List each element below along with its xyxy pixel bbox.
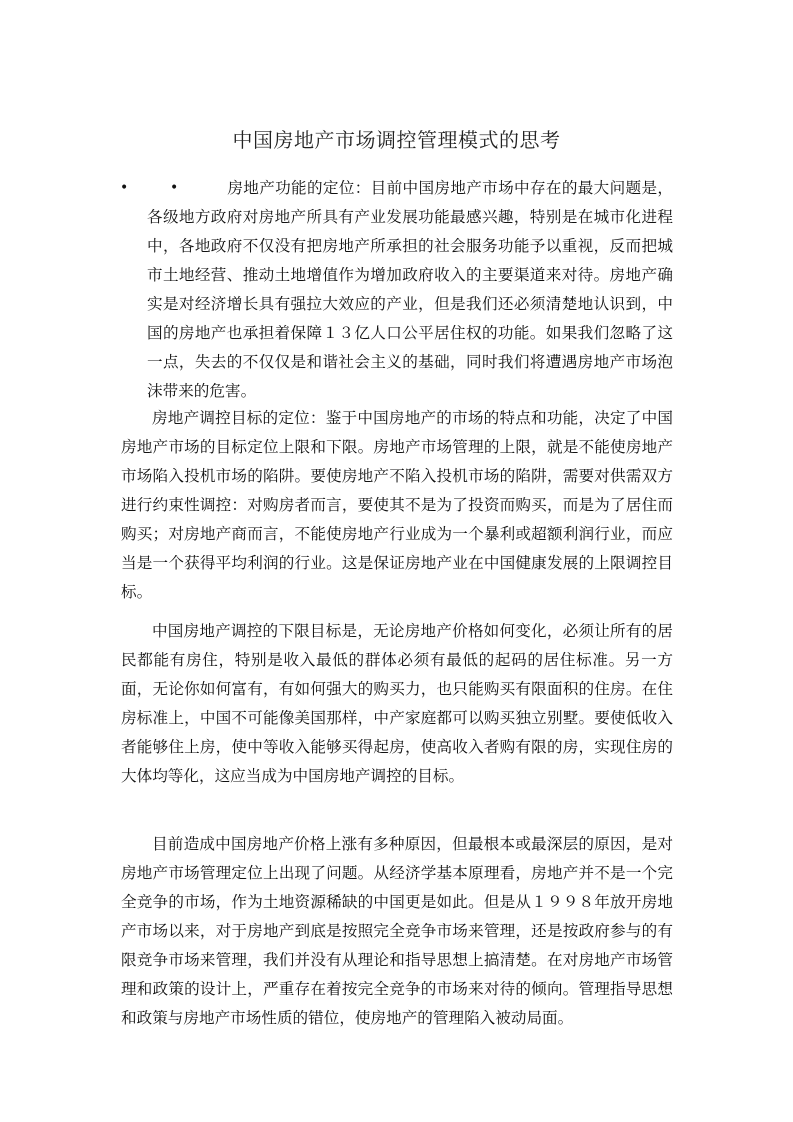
document-title: 中国房地产市场调控管理模式的思考 [232,128,561,152]
bullet-paragraph-text: 房地产功能的定位：目前中国房地产市场中存在的最大问题是，各级地方政府对房地产所具有产业发展功能最感兴趣，特别是在城市化进程中，各地政府不仅没有把房地产所承担的社会服务功能予以重视，反而把城市土地经营、推动土地增值作为增加政府收入的主要渠道来对待。房地产确实是对经济增长具有强拉大效应的产业，但是我们还必须清楚地认识到，中国的房地产也承担着保障１３亿人口公平居住权的功能。如果我们忽略了这一点，失去的不仅仅是和谐社会主义的基础，同时我们将遭遇房地产市场泡沫带来的危害。 [147,179,673,400]
bullet-marker-outer: • [120,180,129,196]
bullet-paragraph [147,174,673,406]
bullet-marker-inner: • [170,180,179,196]
paragraph-regulation-target: 房地产调控目标的定位：鉴于中国房地产的市场的特点和功能，决定了中国房地产市场的目标定位上限和下限。房地产市场管理的上限，就是不能使房地产市场陷入投机市场的陷阱。要使房地产不陷入投机市场的陷阱，需要对供需双方进行约束性调控：对购房者而言，要使其不是为了投资而购买，而是为了居住而购买；对房地产商而言，不能使房地产行业成为一个暴利或超额利润行业，而应当是一个获得平均利润的行业。这是保证房地产业在中国健康发展的上限调控目标。 [121,409,673,601]
paragraph-price-rise-causes: 目前造成中国房地产价格上涨有多种原因，但最根本或最深层的原因，是对房地产市场管理定位上出现了问题。从经济学基本原理看，房地产并不是一个完全竞争的市场，作为土地资源稀缺的中国更是如此。但是从１９９８年放开房地产市场以来，对于房地产到底是按照完全竞争市场来管理，还是按政府参与的有限竞争市场来管理，我们并没有从理论和指导思想上搞清楚。在对房地产市场管理和政策的设计上，严重存在着按完全竞争的市场来对待的倾向。管理指导思想和政策与房地产市场性质的错位，使房地产的管理陷入被动局面。 [121,835,673,1027]
paragraph-lower-limit-target: 中国房地产调控的下限目标是，无论房地产价格如何变化，必须让所有的居民都能有房住，特别是收入最低的群体必须有最低的起码的居住标准。另一方面，无论你如何富有，有如何强大的购买力，也只能购买有限面积的住房。在住房标准上，中国不可能像美国那样，中产家庭都可以购买独立别墅。要使低收入者能够住上房，使中等收入能够买得起房，使高收入者购有限的房，实现住房的大体均等化，这应当成为中国房地产调控的目标。 [121,622,673,785]
